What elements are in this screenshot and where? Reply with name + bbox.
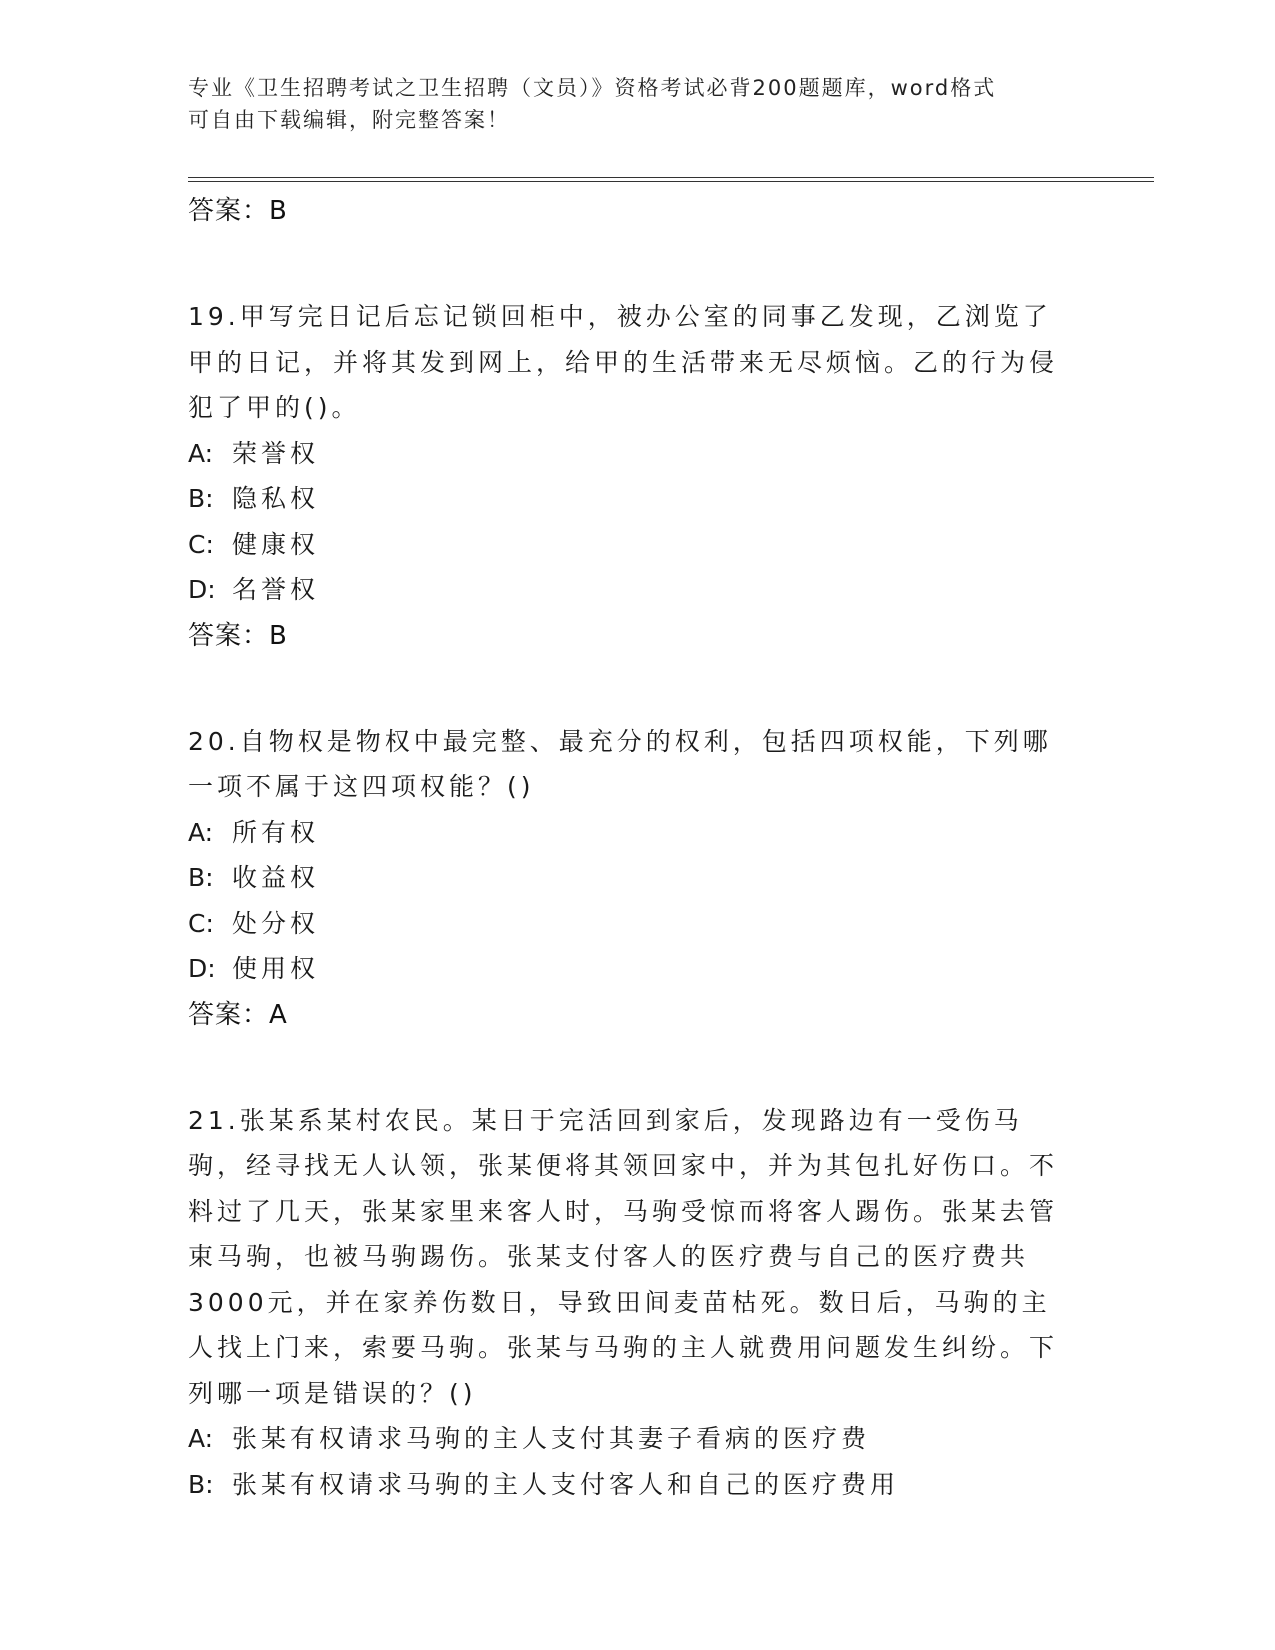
question-20-option-c: [188, 901, 1078, 947]
document-body: [188, 188, 1078, 1507]
option-text: 隐私权: [232, 484, 320, 513]
option-text: 张某有权请求马驹的主人支付客人和自己的医疗费用: [232, 1469, 900, 1499]
option-letter: A:: [188, 817, 214, 847]
question-19-option-d: [188, 567, 1078, 613]
option-letter: B:: [188, 484, 214, 513]
option-text: 使用权: [232, 954, 320, 983]
question-19-text: 19.甲写完日记后忘记锁回柜中，被办公室的同事乙发现，乙浏览了甲的日记，并将其发到网上，给甲的生活带来无尽烦恼。乙的行为侵犯了甲的()。: [188, 302, 1059, 422]
question-19-option-c: [188, 522, 1078, 568]
option-text: 所有权: [232, 817, 320, 847]
spacer: [188, 659, 1078, 719]
option-letter: C:: [188, 908, 214, 938]
option-text: 收益权: [232, 863, 320, 892]
spacer: [188, 1038, 1078, 1098]
question-20-option-b: [188, 855, 1078, 901]
spacer: [188, 234, 1078, 294]
option-letter: A:: [188, 1424, 214, 1453]
question-20-text: 20.自物权是物权中最完整、最充分的权利，包括四项权能，下列哪一项不属于这四项权能？(): [188, 726, 1052, 801]
header-line-2: 可自由下载编辑，附完整答案！: [188, 108, 510, 132]
header-line-1: 专业《卫生招聘考试之卫生招聘（文员）》资格考试必背200题题库，word格式: [188, 76, 997, 100]
option-letter: B:: [188, 863, 214, 892]
question-21-option-b: [188, 1462, 1078, 1508]
option-letter: D:: [188, 954, 216, 983]
question-19-option-b: [188, 476, 1078, 522]
question-21-text: 21.张某系某村农民。某日于完活回到家后，发现路边有一受伤马驹，经寻找无人认领，张某便将其领回家中，并为其包扎好伤口。不料过了几天，张某家里来客人时，马驹受惊而将客人踢伤。张某去管束马驹，也被马驹踢伤。张某支付客人的医疗费与自己的医疗费共3000元，并在家养伤数日，导致田间麦苗枯死。数日后，马驹的主人找上门来，索要马驹。张某与马驹的主人就费用问题发生纠纷。下列哪一项是错误的？(): [188, 1105, 1059, 1408]
option-text: 张某有权请求马驹的主人支付其妻子看病的医疗费: [232, 1424, 871, 1453]
option-letter: B:: [188, 1469, 214, 1499]
question-20: [188, 719, 1078, 1038]
option-letter: C:: [188, 529, 214, 559]
question-20-option-a: [188, 810, 1078, 856]
document-header: [188, 72, 1068, 136]
question-20-option-d: [188, 946, 1078, 992]
option-text: 名誉权: [232, 575, 320, 604]
option-letter: D:: [188, 575, 216, 604]
option-text: 处分权: [232, 908, 320, 938]
question-21: [188, 1098, 1078, 1508]
header-double-rule: [188, 177, 1154, 182]
question-19-option-a: [188, 431, 1078, 477]
question-19-answer: 答案：B: [188, 620, 288, 651]
question-20-answer: 答案：A: [188, 999, 288, 1030]
option-letter: A:: [188, 438, 214, 468]
previous-answer: 答案：B: [188, 196, 288, 226]
option-text: 健康权: [232, 529, 320, 559]
question-19: [188, 294, 1078, 659]
question-21-option-a: [188, 1416, 1078, 1462]
option-text: 荣誉权: [232, 438, 320, 468]
